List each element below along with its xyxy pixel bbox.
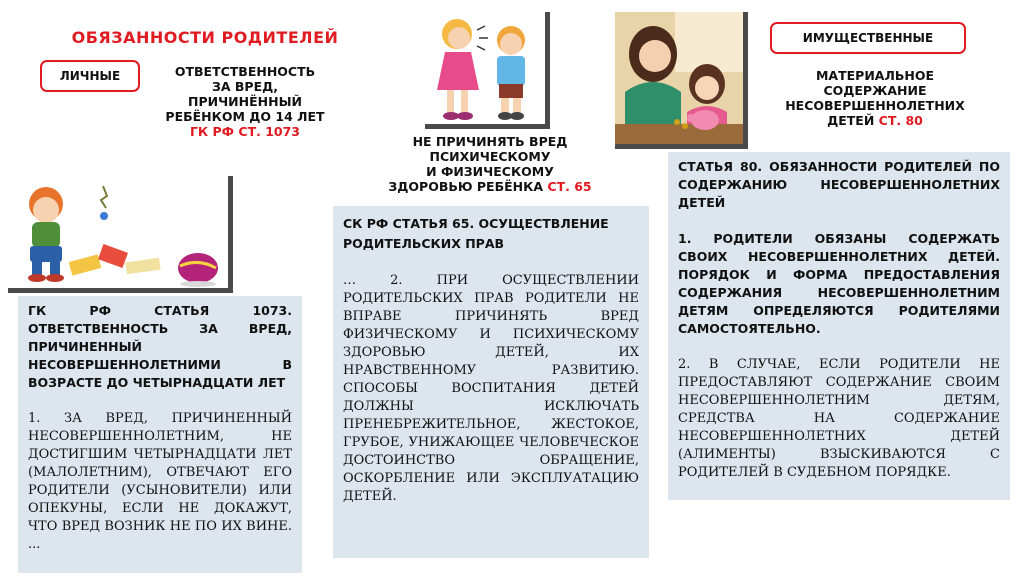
caption-line: РЕБЁНКОМ ДО 14 ЛЕТ xyxy=(165,109,325,124)
panel-article-65 xyxy=(333,206,649,558)
tag-property: ИМУЩЕСТВЕННЫЕ xyxy=(770,22,966,54)
panel-article-1073 xyxy=(18,296,302,573)
panel-body: 1. ЗА ВРЕД, ПРИЧИНЕННЫЙ НЕСОВЕРШЕННОЛЕТНИМ, НЕ ДОСТИГШИМ ЧЕТЫРНАДЦАТИ ЛЕТ (МАЛОЛЕТНИМ), ОТВЕЧАЮТ ЕГО РОДИТЕЛИ (УСЫНОВИТЕЛИ) ИЛИ ОПЕКУНЫ, ЕСЛИ НЕ ДОКАЖУТ, ЧТО ВРЕД ВОЗНИК НЕ ПО ИХ ВИНЕ. ... xyxy=(28,411,292,552)
caption-line: МАТЕРИАЛЬНОЕ xyxy=(815,68,934,83)
panel-heading: ГК РФ СТАТЬЯ 1073. ОТВЕТСТВЕННОСТЬ ЗА ВРЕД, ПРИЧИНЕННЫЙ НЕСОВЕРШЕННОЛЕТНИМИ В ВОЗРАСТЕ ДО ЧЕТЫРНАДЦАТИ ЛЕТ xyxy=(28,303,292,390)
caption-liability xyxy=(140,64,350,139)
caption-line: НЕ ПРИЧИНЯТЬ ВРЕД xyxy=(412,134,568,149)
illustration-boy-broken-toys xyxy=(8,176,233,293)
caption-ref: ГК РФ СТ. 1073 xyxy=(189,124,301,139)
caption-line: И ФИЗИЧЕСКОМУ xyxy=(426,164,554,179)
caption-line xyxy=(755,113,995,128)
caption-line: СОДЕРЖАНИЕ xyxy=(823,83,927,98)
tag-personal: ЛИЧНЫЕ xyxy=(40,60,140,92)
panel-heading: СК РФ СТАТЬЯ 65. ОСУЩЕСТВЛЕНИЕ РОДИТЕЛЬСКИХ ПРАВ xyxy=(343,216,609,251)
page-title: ОБЯЗАННОСТИ РОДИТЕЛЕЙ xyxy=(71,28,339,47)
caption-maintenance xyxy=(755,68,995,128)
caption-line: ПСИХИЧЕСКОМУ xyxy=(429,149,551,164)
caption-no-harm xyxy=(350,134,630,194)
caption-line: ОТВЕТСТВЕННОСТЬ xyxy=(174,64,316,79)
panel-article-80 xyxy=(668,152,1010,500)
panel-body: … 2. ПРИ ОСУЩЕСТВЛЕНИИ РОДИТЕЛЬСКИХ ПРАВ РОДИТЕЛИ НЕ ВПРАВЕ ПРИЧИНЯТЬ ВРЕД ФИЗИЧЕСКОМУ И ПСИХИЧЕСКОМУ ЗДОРОВЬЮ ДЕТЕЙ, ИХ НРАВСТВЕННОМУ РАЗВИТИЮ. СПОСОБЫ ВОСПИТАНИЯ ДЕТЕЙ ДОЛЖНЫ ИСКЛЮЧАТЬ ПРЕНЕБРЕЖИТЕЛЬНОЕ, ЖЕСТОКОЕ, ГРУБОЕ, УНИЖАЮЩЕЕ ЧЕЛОВЕЧЕСКОЕ ДОСТОИНСТВО ОБРАЩЕНИЕ, ОСКОРБЛЕНИЕ ИЛИ ЭКСПЛУАТАЦИЮ ДЕТЕЙ. xyxy=(343,273,639,504)
caption-ref: СТ. 65 xyxy=(547,179,592,194)
caption-line: ЗА ВРЕД, xyxy=(211,79,278,94)
panel-paragraph-1: 1. РОДИТЕЛИ ОБЯЗАНЫ СОДЕРЖАТЬ СВОИХ НЕСОВЕРШЕННОЛЕТНИХ ДЕТЕЙ. ПОРЯДОК И ФОРМА ПРЕДОСТАВЛЕНИЯ СОДЕРЖАНИЯ НЕСОВЕРШЕННОЛЕТНИМ ДЕТЯМ ОПРЕДЕЛЯЮТСЯ РОДИТЕЛЯМИ САМОСТОЯТЕЛЬНО. xyxy=(678,231,1000,336)
caption-text: ЗДОРОВЬЮ РЕБЁНКА xyxy=(388,179,544,194)
panel-heading: СТАТЬЯ 80. ОБЯЗАННОСТИ РОДИТЕЛЕЙ ПО СОДЕРЖАНИЮ НЕСОВЕРШЕННОЛЕТНИХ ДЕТЕЙ xyxy=(678,159,1000,210)
caption-line: НЕСОВЕРШЕННОЛЕТНИХ xyxy=(785,98,965,113)
caption-line xyxy=(350,179,630,194)
illustration-mother-daughter-piggybank xyxy=(615,12,748,149)
caption-text: ДЕТЕЙ xyxy=(827,113,875,128)
caption-ref: СТ. 80 xyxy=(878,113,923,128)
panel-paragraph-2: 2. В СЛУЧАЕ, ЕСЛИ РОДИТЕЛИ НЕ ПРЕДОСТАВЛЯЮТ СОДЕРЖАНИЕ СВОИМ НЕСОВЕРШЕННОЛЕТНИМ ДЕТЯМ, СРЕДСТВА НА СОДЕРЖАНИЕ НЕСОВЕРШЕННОЛЕТНИХ ДЕТЕЙ (АЛИМЕНТЫ) ВЗЫСКИВАЮТСЯ С РОДИТЕЛЕЙ В СУДЕБНОМ ПОРЯДКЕ. xyxy=(678,357,1000,480)
illustration-crying-children xyxy=(425,12,550,129)
caption-line: ПРИЧИНЁННЫЙ xyxy=(188,94,302,109)
